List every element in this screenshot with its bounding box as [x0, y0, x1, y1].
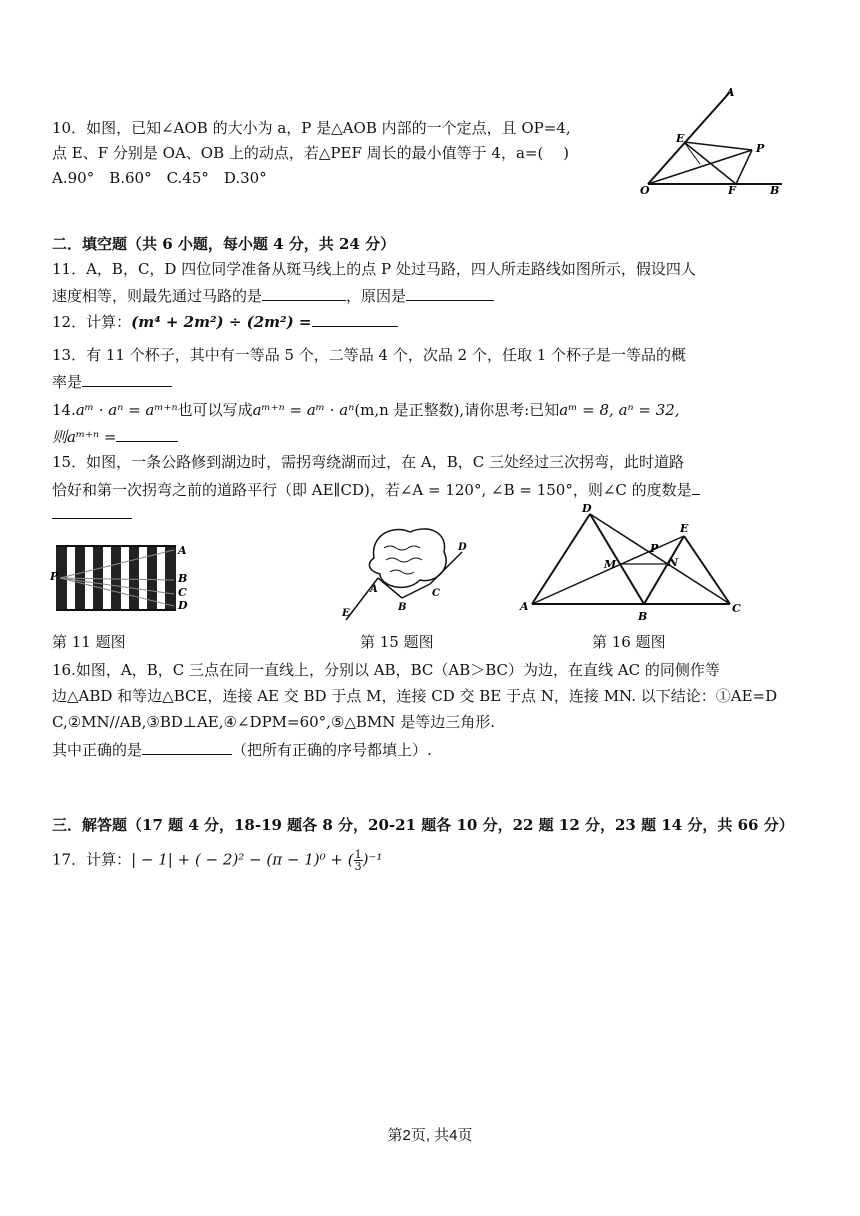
fig15-label-C: C [432, 588, 440, 599]
q11-reason-blank[interactable] [406, 284, 494, 301]
q11-text-b: ，原因是 [346, 287, 407, 305]
q16-text-b: （把所有正确的序号都填上）. [232, 741, 432, 759]
fig16-label-E: E [680, 522, 689, 535]
fig16-label-A: A [520, 600, 529, 613]
section2-title: 二．填空题（共 6 小题，每小题 4 分，共 24 分） [52, 235, 396, 253]
q15-line1: 15．如图，一条公路修到湖边时，需拐弯绕湖而过，在 A，B，C 三处经过三次拐弯，此时道路 [52, 453, 684, 471]
q14-line2 [52, 425, 178, 447]
fig11-zebra-crossing [50, 542, 190, 614]
q11-answer-blank[interactable] [262, 284, 346, 301]
q13-line1: 13．有 11 个杯子，其中有一等品 5 个，二等品 4 个，次品 2 个，任取 1 个杯子是一等品的概 [52, 346, 687, 364]
q16-text-a: 其中正确的是 [52, 741, 143, 759]
q12-blank[interactable] [312, 310, 398, 327]
fig15-label-D: D [458, 542, 467, 553]
q14-expr4: 则aᵐ⁺ⁿ = [52, 428, 117, 446]
q13-line2 [52, 370, 172, 392]
fig11-label-B: B [178, 572, 188, 585]
q15-text: 恰好和第一次拐弯之前的道路平行（即 AE∥CD)，若∠A = 120°, ∠B = 150°，则∠C 的度数是 [52, 481, 692, 499]
fig11-label-D: D [178, 599, 188, 612]
q12-prefix: 12．计算： [52, 313, 132, 331]
fig16-label-B: B [638, 610, 648, 623]
page-footer: 第2页, 共4页 [387, 1127, 473, 1144]
q14-mid1: 也可以写成 [177, 401, 253, 419]
q10-label-F: F [728, 184, 736, 197]
q10-label-O: O [640, 184, 650, 197]
q10-options: A.90° B.60° C.45° D.30° [52, 169, 267, 187]
fig11-label-P: P [50, 570, 59, 583]
caption-fig15: 第 15 题图 [360, 633, 434, 651]
q15-line3 [52, 502, 132, 524]
q16-line2: 边△ABD 和等边△BCE，连接 AE 交 BD 于点 M，连接 CD 交 BE 于点 N，连接 MN. 以下结论：①AE=D [52, 687, 778, 705]
fig16-label-D: D [582, 502, 592, 515]
q11-line1: 11．A，B，C，D 四位同学准备从斑马线上的点 P 处过马路，四人所走路线如图所示，假设四人 [52, 260, 696, 278]
q16-line1: 16.如图，A，B，C 三点在同一直线上，分别以 AB，BC（AB＞BC）为边，在直线 AC 的同侧作等 [52, 661, 720, 679]
fig16-label-C: C [732, 602, 741, 615]
q16-blank[interactable] [142, 738, 232, 755]
caption-fig11: 第 11 题图 [52, 633, 126, 651]
fig11-label-C: C [178, 586, 187, 599]
q10-line2: 点 E、F 分别是 OA、OB 上的动点，若△PEF 周长的最小值等于 4，a=( ) [52, 144, 569, 162]
q10-label-E: E [676, 132, 685, 145]
q12-line [52, 310, 398, 332]
fig15-label-A: A [370, 584, 378, 595]
q14-blank[interactable] [116, 425, 178, 442]
q17-tail: )⁻¹ [362, 850, 383, 869]
q14-expr1: aᵐ · aⁿ = aᵐ⁺ⁿ [75, 401, 178, 419]
fig15-label-E: E [342, 608, 350, 619]
q14-mid2: (m,n 是正整数),请你思考:已知 [354, 401, 560, 419]
q10-line1: 10．如图，已知∠AOB 的大小为 a，P 是△AOB 内部的一个定点，且 OP=4, [52, 119, 571, 137]
fig16-label-N: N [668, 556, 679, 569]
fig11-label-A: A [178, 544, 187, 557]
q17-denominator: 3 [354, 860, 362, 873]
q10-label-A: A [726, 86, 735, 99]
q14-expr3: aᵐ = 8, aⁿ = 32, [559, 401, 680, 419]
q17-expr: | − 1| + ( − 2)² − (π − 1)⁰ + ( [131, 850, 354, 869]
q12-expr: (m⁴ + 2m²) ÷ (2m²) = [131, 313, 312, 331]
caption-fig16: 第 16 题图 [592, 633, 666, 651]
q14-prefix: 14. [52, 401, 76, 419]
q10-label-P: P [756, 142, 765, 155]
q15-line2 [52, 478, 700, 500]
q10-figure [640, 86, 790, 198]
q10-label-B: B [770, 184, 780, 197]
fig15-label-B: B [398, 602, 407, 613]
q16-line4 [52, 738, 432, 760]
q17-fraction [354, 849, 363, 872]
q15-blank-a[interactable] [692, 478, 700, 495]
q14-line1 [52, 400, 680, 420]
q17-line [52, 849, 382, 872]
fig16-triangles [516, 500, 746, 626]
q14-expr2: aᵐ⁺ⁿ = aᵐ · aⁿ [252, 401, 355, 419]
q17-prefix: 17．计算： [52, 850, 132, 869]
fig16-label-P: P [650, 542, 659, 555]
q13-text: 率是 [52, 373, 83, 391]
q11-text-a: 速度相等，则最先通过马路的是 [52, 287, 263, 305]
q13-blank[interactable] [82, 370, 172, 387]
q11-line2 [52, 284, 494, 306]
q17-numerator: 1 [354, 848, 362, 861]
fig15-lake-road [336, 518, 476, 626]
fig16-label-M: M [604, 558, 617, 571]
q16-line3: C,②MN//AB,③BD⊥AE,④∠DPM=60°,⑤△BMN 是等边三角形. [52, 713, 495, 731]
q15-blank-b[interactable] [52, 502, 132, 519]
section3-title: 三．解答题（17 题 4 分，18-19 题各 8 分，20-21 题各 10 分，22 题 12 分，23 题 14 分，共 66 分） [52, 816, 794, 834]
